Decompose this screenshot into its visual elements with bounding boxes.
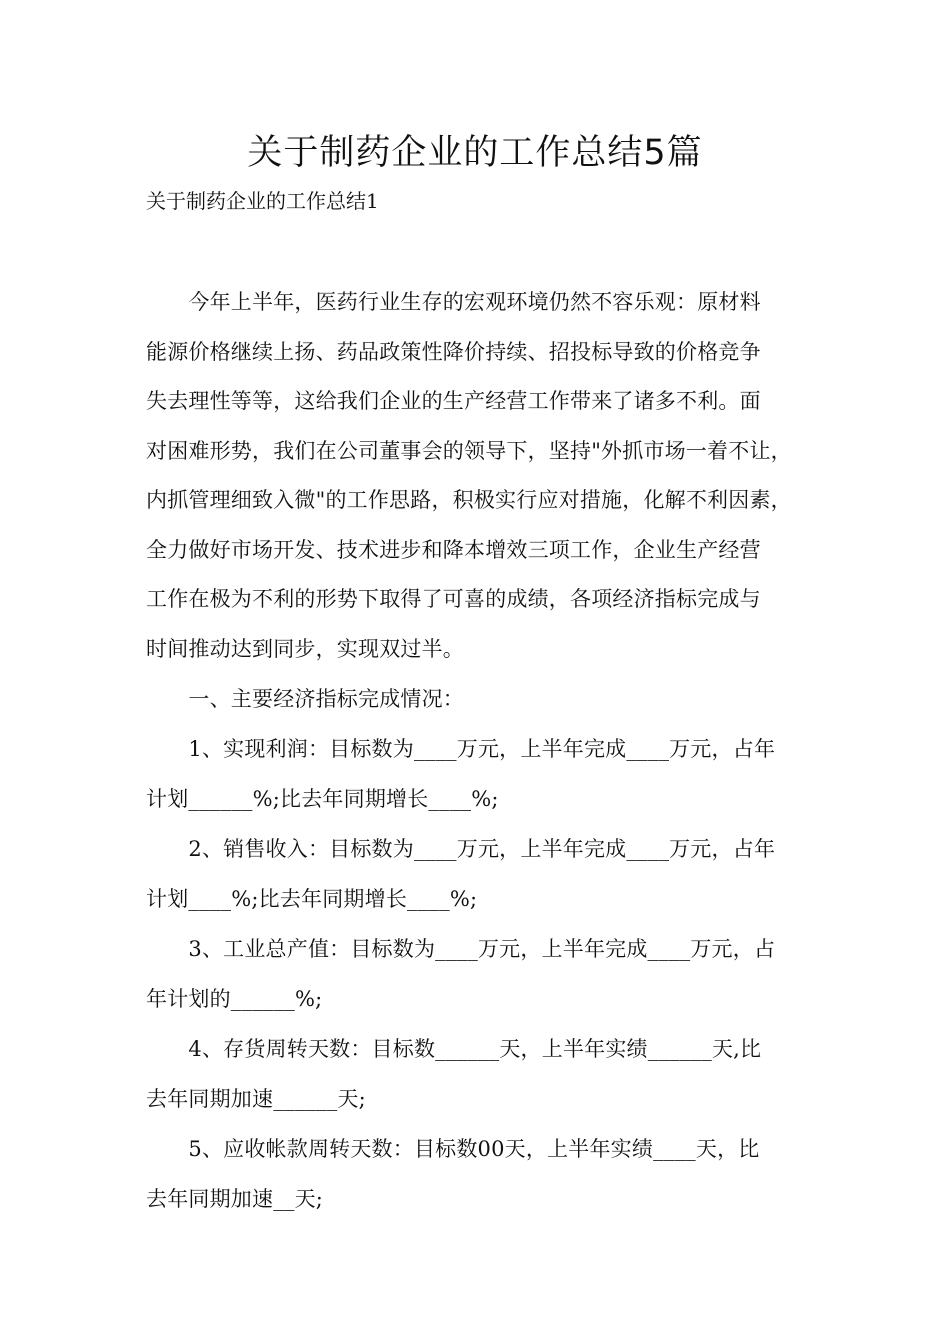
body-line: 3、工业总产值：目标数为____万元，上半年完成____万元，占 [146,937,776,961]
body-line: 去年同期加速__天; [146,1187,324,1211]
body-line: 全力做好市场开发、技术进步和降本增效三项工作，企业生产经营 [146,538,761,562]
body-line: 工作在极为不利的形势下取得了可喜的成绩，各项经济指标完成与 [146,587,761,611]
body-line: 4、存货周转天数：目标数______天，上半年实绩______天,比 [146,1037,762,1061]
body-line: 2、销售收入：目标数为____万元，上半年完成____万元，占年 [146,837,776,861]
body-line: 能源价格继续上扬、药品政策性降价持续、招投标导致的价格竞争 [146,340,761,364]
body-line: 去年同期加速______天; [146,1087,366,1111]
body-line: 5、应收帐款周转天数：目标数00天，上半年实绩____天，比 [146,1137,760,1161]
document-title: 关于制药企业的工作总结5篇 [247,133,703,173]
body-line: 年计划的______%; [146,987,323,1011]
body-line: 计划____%;比去年同期增长____%; [146,887,478,911]
body-line: 内抓管理细致入微"的工作思路，积极实行应对措施，化解不利因素， [146,488,792,512]
body-line: 1、实现利润：目标数为____万元，上半年完成____万元，占年 [146,737,776,761]
section-heading: 一、主要经济指标完成情况： [146,687,464,711]
body-line: 计划______%;比去年同期增长____%; [146,787,499,811]
body-line: 时间推动达到同步，实现双过半。 [146,637,464,661]
body-line: 对困难形势，我们在公司董事会的领导下，坚持"外抓市场一着不让， [146,439,792,463]
body-line: 失去理性等等，这给我们企业的生产经营工作带来了诸多不利。面 [146,389,761,413]
document-subtitle: 关于制药企业的工作总结1 [146,189,379,213]
body-line: 今年上半年，医药行业生存的宏观环境仍然不容乐观：原材料 [146,290,761,314]
